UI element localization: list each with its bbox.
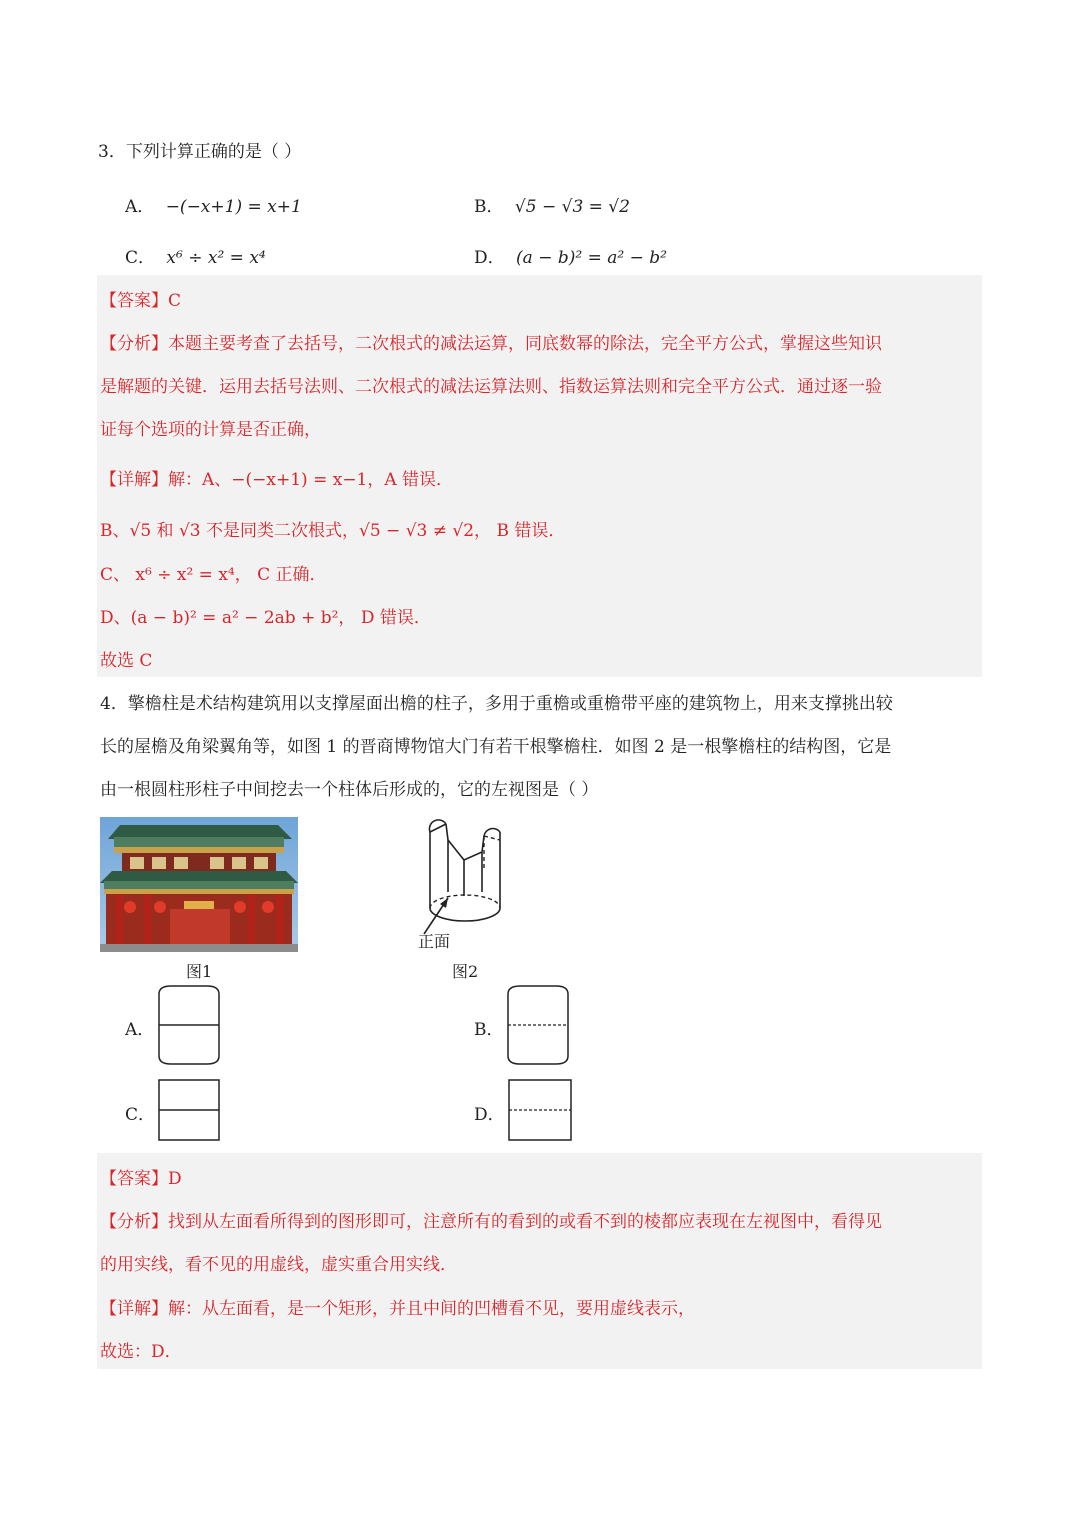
q4-conclusion: 故选：D． [100,1342,182,1362]
q3-detail-line-2: B、√5 和 √3 不是同类二次根式，√5 − √3 ≠ √2， B 错误． [100,521,566,541]
q4-option-b-figure [506,984,570,1066]
q3-conclusion: 故选 C [100,651,153,671]
q4-option-d-label: D． [474,1105,505,1125]
q3-option-b-label: B． [474,197,504,217]
q4-option-a-figure [157,984,221,1066]
q4-stem-line-3: 由一根圆柱形柱子中间挖去一个柱体后形成的，它的左视图是（ ） [100,780,599,800]
q4-stem-line-1: 4．擎檐柱是术结构建筑用以支撑屋面出檐的柱子，多用于重檐或重檐带平座的建筑物上，用来支撑挑出较 [100,694,893,714]
q3-option-b [474,192,630,217]
q4-detail-line-1: 【详解】解：从左面看，是一个矩形，并且中间的凹槽看不见，要用虚线表示， [100,1299,695,1319]
q3-analysis-line-3: 证每个选项的计算是否正确， [100,420,321,440]
fig2-front-label: 正面 [418,932,451,951]
q3-option-a-expr: −(−x+1) = x+1 [165,197,302,217]
q4-option-a-label: A． [125,1020,155,1040]
q4-stem-line-2: 长的屋檐及角梁翼角等，如图 1 的晋商博物馆大门有若干根擎檐柱．如图 2 是一根擎檐柱的结构图，它是 [100,737,892,757]
q3-stem: 3．下列计算正确的是（ ） [98,142,302,162]
q3-detail-line-4: D、(a − b)² = a² − 2ab + b²， D 错误． [100,608,431,628]
q4-option-d-figure [507,1078,573,1142]
q3-option-c-expr: x⁶ ÷ x² = x⁴ [166,248,266,268]
q3-detail-line-1: 【详解】解：A、−(−x+1) = x−1，A 错误． [100,470,454,490]
q3-detail-line-3: C、 x⁶ ÷ x² = x⁴， C 正确． [100,565,327,585]
q4-analysis-line-2: 的用实线，看不见的用虚线，虚实重合用实线． [100,1255,457,1275]
museum-gate-photo [100,817,298,952]
q3-option-a-label: A． [125,197,155,217]
q4-option-c-figure [157,1078,221,1142]
q3-option-a [125,192,302,217]
q3-option-d-label: D． [474,248,505,268]
q3-option-c-label: C． [125,248,156,268]
q3-option-b-expr: √5 − √3 = √2 [514,197,630,217]
q4-option-c-label: C． [125,1105,156,1125]
q4-analysis-line-1: 【分析】找到从左面看所得到的图形即可，注意所有的看到的或看不到的棱都应表现在左视图中，看得见 [100,1212,882,1232]
q4-answer: 【答案】D [100,1169,182,1189]
q3-option-d-expr: (a − b)² = a² − b² [516,248,667,268]
q3-analysis-line-2: 是解题的关键．运用去括号法则、二次根式的减法运算法则、指数运算法则和完全平方公式．通过逐一验 [100,377,882,397]
fig1-caption: 图1 [186,962,213,981]
q3-option-c [125,243,266,268]
q3-option-d [474,243,667,268]
fig2-caption: 图2 [452,962,479,981]
q3-answer: 【答案】C [100,291,182,311]
q4-option-b-label: B． [474,1020,504,1040]
q3-analysis-line-1: 【分析】本题主要考查了去括号，二次根式的减法运算，同底数幂的除法，完全平方公式，掌握这些知识 [100,334,882,354]
